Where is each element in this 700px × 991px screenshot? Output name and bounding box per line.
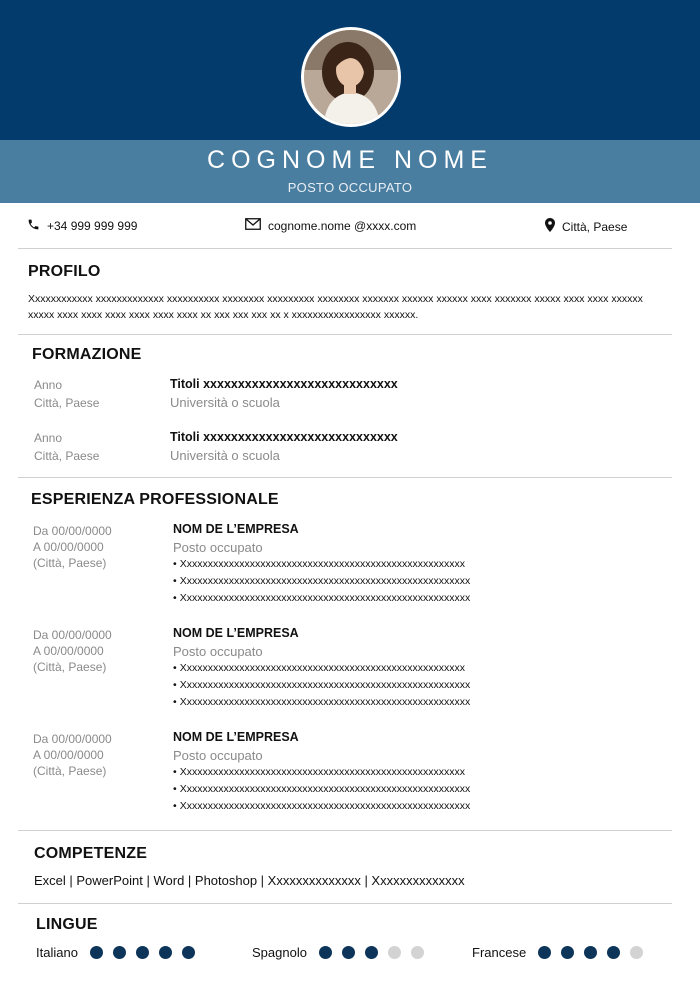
divider (18, 334, 672, 335)
contact-phone[interactable] (27, 218, 137, 234)
language-level (90, 946, 205, 959)
language-name: Spagnolo (252, 945, 307, 960)
education-year: Anno (34, 431, 63, 445)
profile-text: Xxxxxxxxxxxx xxxxxxxxxxxxx xxxxxxxxxx xxxxxxxx xxxxxxxxx xxxxxxxx xxxxxxx xxxxxx xxxxxx xxxx xxxxxxx xxxxx xxxx xxxx xxxxxx xxxxx xxxx xxxx xxxx xxxx xxxx xxxx xx xxx xxx xxx xx x xxxxxxxxxxxxxxxxx xxxxxx. (28, 293, 643, 321)
level-dot-filled (538, 946, 551, 959)
bullet-item: • Xxxxxxxxxxxxxxxxxxxxxxxxxxxxxxxxxxxxxxxxxxxxxxxxxxxxxx (173, 660, 470, 677)
company-name: NOM DE L’EMPRESA (173, 730, 299, 744)
job-place: (Città, Paese) (33, 556, 107, 570)
level-dot-filled (90, 946, 103, 959)
envelope-icon (245, 218, 268, 233)
job-position: Posto occupato (173, 540, 263, 555)
level-dot-filled (342, 946, 355, 959)
job-place: (Città, Paese) (33, 660, 107, 674)
contact-email[interactable] (245, 218, 416, 233)
level-dot-filled (136, 946, 149, 959)
bullet-item: • Xxxxxxxxxxxxxxxxxxxxxxxxxxxxxxxxxxxxxxxxxxxxxxxxxxxxxxx (173, 573, 470, 590)
skills-list: Excel | PowerPoint | Word | Photoshop | Xxxxxxxxxxxxxx | Xxxxxxxxxxxxxx (34, 873, 465, 888)
job-start-date: Da 00/00/0000 (33, 524, 112, 538)
job-place: (Città, Paese) (33, 764, 107, 778)
divider (18, 248, 672, 249)
level-dot-filled (113, 946, 126, 959)
skills-heading: COMPETENZE (34, 845, 148, 862)
bullet-item: • Xxxxxxxxxxxxxxxxxxxxxxxxxxxxxxxxxxxxxxxxxxxxxxxxxxxxxx (173, 764, 470, 781)
education-school: Università o scuola (170, 448, 280, 463)
divider (18, 903, 672, 904)
level-dot-filled (561, 946, 574, 959)
job-bullets (173, 556, 470, 607)
job-end-date: A 00/00/0000 (33, 644, 104, 658)
job-end-date: A 00/00/0000 (33, 748, 104, 762)
job-bullets (173, 660, 470, 711)
divider (18, 830, 672, 831)
level-dot-filled (607, 946, 620, 959)
language-name: Italiano (36, 945, 78, 960)
location-text: Città, Paese (562, 219, 628, 234)
email-address: cognome.nome @xxxx.com (268, 218, 417, 233)
bullet-item: • Xxxxxxxxxxxxxxxxxxxxxxxxxxxxxxxxxxxxxxxxxxxxxxxxxxxxxxx (173, 677, 470, 694)
location-pin-icon (545, 218, 562, 235)
job-start-date: Da 00/00/0000 (33, 732, 112, 746)
education-heading: FORMAZIONE (32, 346, 142, 363)
bullet-item: • Xxxxxxxxxxxxxxxxxxxxxxxxxxxxxxxxxxxxxxxxxxxxxxxxxxxxxx (173, 556, 470, 573)
education-school: Università o scuola (170, 395, 280, 410)
level-dot-filled (182, 946, 195, 959)
level-dot-filled (365, 946, 378, 959)
company-name: NOM DE L’EMPRESA (173, 626, 299, 640)
divider (18, 477, 672, 478)
language-francese (472, 945, 653, 960)
language-spagnolo (252, 945, 434, 960)
level-dot-filled (319, 946, 332, 959)
job-title: POSTO OCCUPATO (287, 180, 413, 195)
level-dot-empty (630, 946, 643, 959)
job-bullets (173, 764, 470, 815)
company-name: NOM DE L’EMPRESA (173, 522, 299, 536)
bullet-item: • Xxxxxxxxxxxxxxxxxxxxxxxxxxxxxxxxxxxxxxxxxxxxxxxxxxxxxxx (173, 781, 470, 798)
education-year: Anno (34, 378, 63, 392)
language-level (538, 946, 653, 959)
language-name: Francese (472, 945, 527, 960)
level-dot-empty (411, 946, 424, 959)
person-name: COGNOME NOME (207, 146, 493, 174)
languages-heading: LINGUE (36, 916, 98, 933)
job-end-date: A 00/00/0000 (33, 540, 104, 554)
language-italiano (36, 945, 205, 960)
education-place: Città, Paese (34, 449, 100, 463)
education-degree: Titoli xxxxxxxxxxxxxxxxxxxxxxxxxxxx (170, 377, 398, 391)
phone-icon (27, 218, 47, 234)
level-dot-filled (584, 946, 597, 959)
phone-number: +34 999 999 999 (47, 219, 138, 233)
job-position: Posto occupato (173, 748, 263, 763)
profile-heading: PROFILO (28, 263, 101, 280)
bullet-item: • Xxxxxxxxxxxxxxxxxxxxxxxxxxxxxxxxxxxxxxxxxxxxxxxxxxxxxxx (173, 694, 470, 711)
job-start-date: Da 00/00/0000 (33, 628, 112, 642)
education-degree: Titoli xxxxxxxxxxxxxxxxxxxxxxxxxxxx (170, 430, 398, 444)
bullet-item: • Xxxxxxxxxxxxxxxxxxxxxxxxxxxxxxxxxxxxxxxxxxxxxxxxxxxxxxx (173, 590, 470, 607)
language-level (319, 946, 434, 959)
education-place: Città, Paese (34, 396, 100, 410)
bullet-item: • Xxxxxxxxxxxxxxxxxxxxxxxxxxxxxxxxxxxxxxxxxxxxxxxxxxxxxxx (173, 798, 470, 815)
job-position: Posto occupato (173, 644, 263, 659)
contact-location (545, 218, 627, 235)
profile-photo (301, 27, 401, 127)
level-dot-filled (159, 946, 172, 959)
experience-heading: ESPERIENZA PROFESSIONALE (31, 491, 279, 508)
level-dot-empty (388, 946, 401, 959)
